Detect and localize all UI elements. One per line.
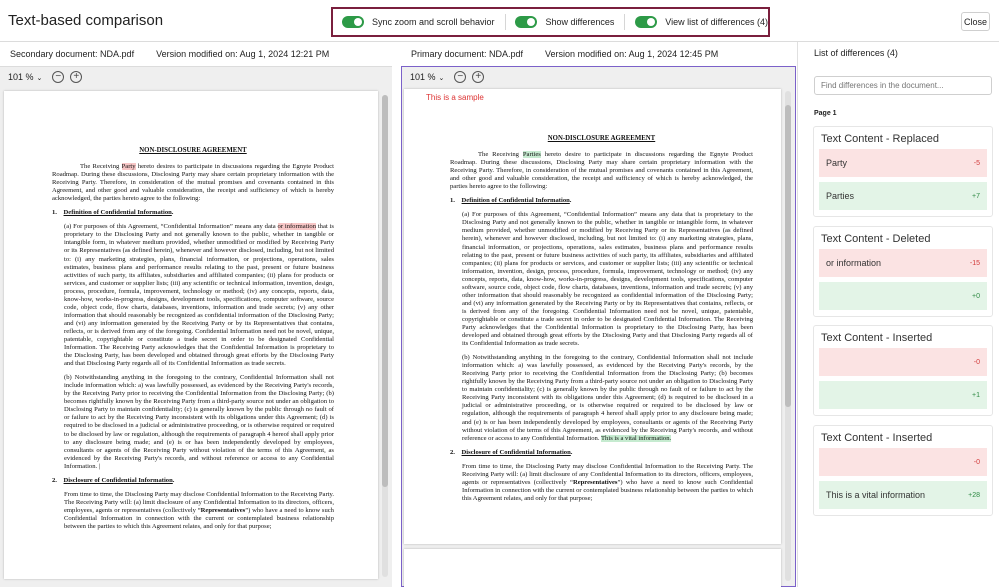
doc-intro: The Receiving Party hereto desires to participate in discussions regarding the Egnyte Product Roadmap. During these discussions, Disclosing Party may share certain proprietary information with the Receiving Party. Therefore, in consideration of the mutual promises and covenants contained in this Agreement, and other good and valuable consideration, the receipt and sufficiency of which is hereby acknowledged, the parties hereto agree to the following: (52, 163, 335, 203)
difference-type: Text Content - Deleted (821, 233, 931, 245)
modified-label: Version modified on: (545, 49, 627, 59)
difference-added[interactable]: This is a vital information +28 (819, 481, 987, 509)
difference-group-replaced[interactable] (813, 126, 993, 217)
zoom-value: 101 % (410, 72, 436, 82)
difference-group-inserted[interactable] (813, 425, 993, 516)
doc-paragraph: From time to time, the Disclosing Party may disclose Confidential Information to the Receiving Party. The Receiving Party will: (a) limit disclosure of any Confidential Information to its directors, officers, employees, agents or representatives (collectively “Representatives”) who have a need to know such Confidential Information in connection with the current or contemplated business relationship between the parties to which this Agreement relates, and only for that purpose; (462, 462, 753, 502)
document-page (404, 89, 781, 544)
differences-sidebar (797, 42, 999, 587)
document-text (450, 135, 753, 503)
doc-title: NON-DISCLOSURE AGREEMENT (547, 135, 656, 142)
show-differences-label: Show differences (545, 17, 615, 27)
zoom-out-icon[interactable]: − (454, 71, 466, 83)
show-differences-toggle[interactable] (515, 16, 537, 28)
doc-paragraph: (a) For purposes of this Agreement, “Confidential Information” means any data that is proprietary to the Disclosing Party and not generally known to the public, whether in tangible or intangible form, in whatever medium provided, whether unmodified or modified by Receiving Party or its Representatives (as defined herein), whenever and however disclosed, including, but not limited to: (i) any marketing strategies, plans, financial information, or projections, operations, sales estimates, business plans and performance results relating to the past, present or future business activities of such party, its affiliates, subsidiaries and affiliated companies; (ii) plans for products or services, and customer or supplier lists; (iii) any scientific or technical information, invention, design, process, procedure, formula, improvement, technology or method; (iv) any concepts, reports, data, know-how, works-in-progress, designs, development tools, specifications, computer software, source code, object code, flow charts, databases, inventions, information and trade secrets; (v) any other information that should reasonably be recognized as confidential information of the Disclosing Party; and (vi) any information generated by the Receiving Party or by its Representatives that contains, reflects, or is derived from any of the foregoing. Confidential Information need not be novel, unique, patentable, copyrightable or constitute a trade secret in order to be designated Confidential Information. The Receiving Party acknowledges that the Confidential Information is proprietary to the Disclosing Party, has been developed and obtained through great efforts by the Disclosing Party and that Disclosing Party regards all of its Confidential Information as trade secrets. (462, 211, 753, 348)
secondary-doc-header (10, 43, 329, 65)
primary-doc-modified (545, 49, 718, 59)
scrollbar[interactable] (382, 95, 388, 577)
difference-added[interactable]: Parties +7 (819, 182, 987, 210)
difference-type: Text Content - Inserted (821, 432, 933, 444)
diff-highlight-removed[interactable]: Party (121, 163, 136, 171)
modified-label: Version modified on: (156, 49, 238, 59)
sync-zoom-label: Sync zoom and scroll behavior (372, 17, 495, 27)
difference-group-inserted[interactable] (813, 325, 993, 416)
page-title: Text-based comparison (8, 12, 164, 29)
zoom-controls (8, 71, 88, 83)
difference-removed[interactable]: Party -5 (819, 149, 987, 177)
removed-count: -15 (969, 259, 980, 267)
differences-title: List of differences (4) (814, 48, 898, 58)
difference-removed[interactable]: or information -15 (819, 249, 987, 277)
scrollbar[interactable] (785, 91, 791, 581)
added-count: +28 (968, 491, 980, 499)
added-count: +7 (972, 192, 980, 200)
doc-paragraph: From time to time, the Disclosing Party may disclose Confidential Information to the Receiving Party. The Receiving Party will: (a) limit disclosure of any Confidential Information to its directors, officers, employees, agents or representatives (collectively “Representatives”) who have a need to know such Confidential Information in connection with the current or contemplated business relationship between the parties to which this Agreement relates, and only for that purpose; (64, 490, 334, 530)
view-list-toggle[interactable] (635, 16, 657, 28)
primary-doc-header (411, 43, 718, 65)
secondary-doc-modified (156, 49, 329, 59)
doc-title: NON-DISCLOSURE AGREEMENT (139, 147, 247, 154)
page-label: Page 1 (814, 110, 837, 117)
zoom-in-icon[interactable]: + (70, 71, 82, 83)
view-list-toggle-group[interactable] (635, 9, 768, 35)
chevron-down-icon: ⌄ (34, 75, 43, 82)
doc-paragraph: (a) For purposes of this Agreement, “Confidential Information” means any data or information that is proprietary to the Disclosing Party and not generally known to the public, whether in tangible or intangible form, in whatever medium provided, whether unmodified or modified by Receiving Party or its Representatives (as defined herein), whenever and however disclosed, including, but not limited to: (i) any marketing strategies, plans, financial information, or projections, operations, sales estimates, business plans and performance results relating to the past, present or future business activities of such party, its affiliates, subsidiaries and affiliated companies; (ii) plans for products or services, and customer or supplier lists; (iii) any scientific or technical information, invention, design, process, procedure, formula, improvement, technology or method; (iv) any concepts, reports, data, know-how, works-in-progress, designs, development tools, specifications, computer software, source code, object code, flow charts, databases, inventions, information and trade secrets; (v) any other information that should reasonably be recognized as confidential information of the Disclosing Party; and (vi) any information generated by the Receiving Party or by its Representatives that contains, reflects, or is derived from any of the foregoing. Confidential Information need not be novel, unique, patentable, copyrightable or constitute a trade secret in order to be designated Confidential Information. The Receiving Party acknowledges that the Confidential Information is proprietary to the Disclosing Party, has been developed and obtained through great efforts by the Disclosing Party and that Disclosing Party regards all of its Confidential Information as trade secrets. (64, 223, 334, 368)
show-differences-toggle-group[interactable] (515, 9, 614, 35)
search-differences-input[interactable] (814, 76, 992, 95)
zoom-dropdown[interactable] (410, 72, 444, 82)
difference-added[interactable] (819, 282, 987, 310)
zoom-in-icon[interactable]: + (472, 71, 484, 83)
difference-added[interactable] (819, 381, 987, 409)
document-page-next (404, 549, 781, 587)
document-page (4, 91, 378, 579)
difference-removed[interactable] (819, 448, 987, 476)
section-heading: 1. Definition of Confidential Information. (450, 197, 572, 205)
toggle-divider (624, 14, 625, 30)
doc-paragraph: (b) Notwithstanding anything in the foregoing to the contrary, Confidential Information shall not include information which: a) was lawfully possessed, as evidenced by the Receiving Party's records, by the Receiving Party prior to receiving the Confidential Information from the Disclosing Party; (b) becomes rightfully known by the Receiving Party from a third-party source not under an obligation to Disclosing Party to maintain confidentiality; (c) is generally known by the public through no fault of or failure to act by the Receiving Party inconsistent with its obligations under this Agreement; (d) is required to be disclosed in a judicial or administrative proceeding, or is otherwise required or required to be disclosed by law or regulation, although the requirements of paragraph 4 hereof shall apply prior to any disclosure being made; and (e) is or has been independently developed by employees, consultants or agents of the Receiving Party without violation of the terms of this Agreement, as evidenced by the Receiving Party's records, and without reference or access to any Confidential Information. | (64, 374, 334, 470)
zoom-value: 101 % (8, 72, 34, 82)
modified-value: Aug 1, 2024 12:45 PM (628, 49, 719, 59)
document-text (52, 147, 334, 531)
doc-paragraph: (b) Notwithstanding anything in the foregoing to the contrary, Confidential Information shall not include information which: a) was lawfully possessed, as evidenced by the Receiving Party's records, by the Receiving Party prior to receiving the Confidential Information from the Disclosing Party; (b) becomes rightfully known by the Receiving Party from a third-party source not under an obligation to Disclosing Party to maintain confidentiality; (c) is generally known by the public through no fault of or failure to act by the Receiving Party inconsistent with its obligations under this Agreement; (d) is required to be disclosed in a judicial or administrative proceeding, or is otherwise required or required to be disclosed by law or regulation, although the requirements of paragraph 4 hereof shall apply prior to any disclosure being made; and (e) is or has been independently developed by employees, consultants or agents of the Receiving Party without violation of the terms of this Agreement, as evidenced by the Receiving Party's records, and without reference or access to any Confidential Information. This is a vital information. (462, 354, 753, 442)
zoom-dropdown[interactable] (8, 72, 42, 82)
zoom-controls (410, 71, 490, 83)
diff-highlight-added[interactable]: This is a vital information. (601, 434, 672, 442)
difference-group-deleted[interactable] (813, 226, 993, 317)
primary-doc-name: Primary document: NDA.pdf (411, 49, 524, 59)
sync-zoom-toggle-group[interactable] (342, 9, 495, 35)
comparison-toggles (331, 7, 770, 37)
difference-type: Text Content - Replaced (821, 133, 940, 145)
sync-zoom-toggle[interactable] (342, 16, 364, 28)
close-button[interactable]: Close (961, 12, 990, 31)
scrollbar-thumb[interactable] (785, 105, 791, 407)
view-list-label: View list of differences (4) (665, 17, 768, 27)
section-heading: 2. Disclosure of Confidential Information. (450, 448, 573, 456)
zoom-out-icon[interactable]: − (52, 71, 64, 83)
secondary-document-pane[interactable] (0, 66, 392, 587)
top-bar (0, 0, 999, 42)
added-count: +0 (972, 292, 980, 300)
toggle-divider (505, 14, 506, 30)
difference-removed[interactable] (819, 348, 987, 376)
modified-value: Aug 1, 2024 12:21 PM (239, 49, 330, 59)
removed-count: -0 (973, 358, 980, 366)
primary-document-pane[interactable] (401, 66, 796, 587)
inserted-sample-text: This is a sample (426, 93, 484, 102)
removed-count: -0 (973, 458, 980, 466)
scrollbar-thumb[interactable] (382, 95, 388, 487)
diff-highlight-removed[interactable]: or information (277, 223, 316, 231)
secondary-doc-name: Secondary document: NDA.pdf (10, 49, 135, 59)
doc-intro: The Receiving Parties hereto desire to participate in discussions regarding the Egnyte Product Roadmap. During these discussions, Disclosing Party may share certain proprietary information with the Receiving Party. Therefore, in consideration of the mutual promises and covenants contained in this Agreement, and other good and valuable consideration, the receipt and sufficiency of which is hereby acknowledged, the parties hereto agree to the following: (450, 151, 753, 191)
difference-type: Text Content - Inserted (821, 332, 933, 344)
removed-count: -5 (973, 159, 980, 167)
section-heading: 1. Definition of Confidential Information. (52, 209, 174, 217)
chevron-down-icon: ⌄ (436, 75, 445, 82)
section-heading: 2. Disclosure of Confidential Information. (52, 476, 175, 484)
diff-highlight-added[interactable]: Parties (522, 151, 541, 159)
added-count: +1 (972, 391, 980, 399)
